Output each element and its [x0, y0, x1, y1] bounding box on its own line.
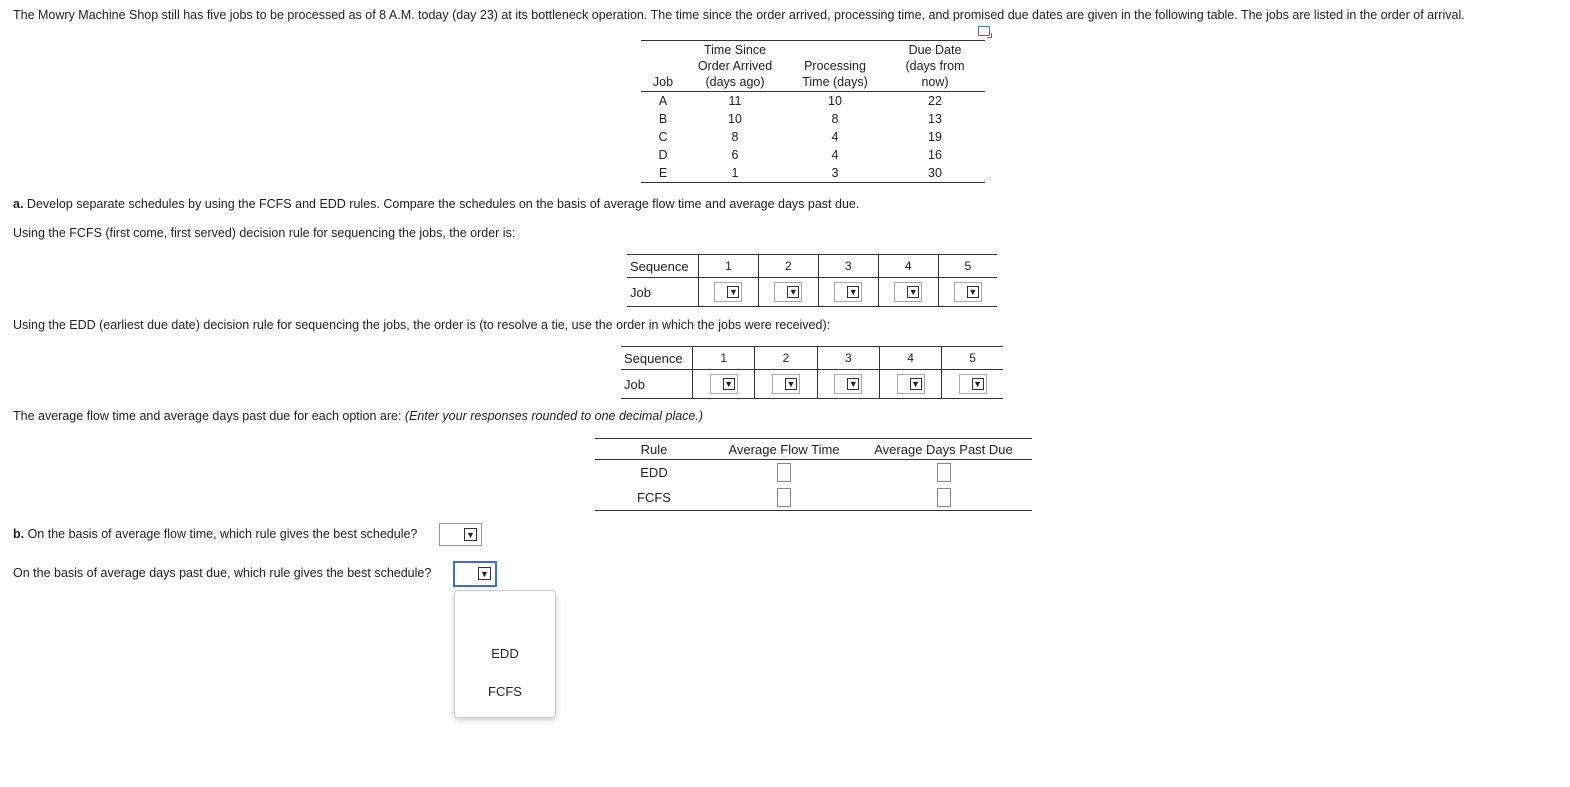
dropdown-option-edd[interactable]: EDD — [491, 646, 519, 661]
col-days-past-due-header: Average Days Past Due — [874, 441, 1013, 457]
sequence-number: 1 — [699, 255, 759, 278]
dropdown-arrow-icon: ▼ — [908, 286, 918, 297]
dropdown-arrow-icon: ▼ — [973, 378, 983, 389]
dropdown-arrow-icon: ▼ — [911, 378, 921, 389]
col-time-since-header: Time Since Order Arrived (days ago) — [697, 43, 773, 89]
fcfs-job-select-3[interactable] — [834, 282, 862, 302]
table-row — [641, 146, 985, 164]
dropdown-arrow-icon: ▼ — [724, 378, 734, 389]
sequence-label: Sequence — [630, 258, 689, 274]
time-since-cell: 6 — [731, 148, 739, 162]
table-row — [641, 164, 985, 183]
col-due-date-header: Due Date (days from now) — [905, 43, 965, 89]
jobs-data-table — [641, 40, 985, 183]
edd-job-select-2[interactable] — [772, 374, 800, 394]
time-since-cell: 1 — [731, 166, 739, 180]
edd-sequence-table — [621, 346, 1003, 399]
fcfs-prompt: Using the FCFS (first come, first served) decision rule for sequencing the jobs, the order is: — [13, 226, 516, 240]
part-b-question-1: b. On the basis of average flow time, which rule gives the best schedule? — [13, 527, 418, 541]
job-label: Job — [621, 370, 693, 399]
average-prompt: The average flow time and average days past due for each option are: (Enter your responses rounded to one decimal place.) — [13, 409, 704, 423]
processing-cell: 4 — [831, 148, 839, 162]
dropdown-arrow-icon: ▼ — [848, 378, 858, 389]
job-cell: C — [658, 130, 668, 144]
problem-intro: The Mowry Machine Shop still has five jobs to be processed as of 8 A.M. today (day 23) at its bottleneck operation. The time since the order arrived, processing time, and promised due dates are given in the following table. The jobs are listed in the order of arrival. — [13, 8, 1465, 22]
due-date-cell: 22 — [928, 94, 942, 108]
fcfs-job-select-1[interactable] — [714, 282, 742, 302]
dropdown-option-fcfs[interactable]: FCFS — [488, 684, 522, 699]
fcfs-job-select-2[interactable] — [774, 282, 802, 302]
processing-cell: 8 — [831, 112, 839, 126]
sequence-number: 5 — [938, 255, 997, 278]
edd-job-select-5[interactable] — [959, 374, 987, 394]
col-flow-time-header: Average Flow Time — [728, 441, 840, 457]
table-row — [641, 128, 985, 146]
job-cell: D — [658, 148, 668, 162]
sequence-number: 2 — [755, 347, 817, 370]
sequence-number: 3 — [817, 347, 879, 370]
col-rule-header: Rule — [640, 441, 668, 457]
table-row — [595, 485, 1032, 511]
job-label: Job — [627, 278, 699, 307]
rule-cell: FCFS — [637, 490, 671, 505]
due-date-cell: 19 — [928, 130, 942, 144]
sequence-number: 2 — [758, 255, 818, 278]
table-row — [595, 460, 1032, 486]
fcfs-job-select-4[interactable] — [894, 282, 922, 302]
fcfs-days-past-due-input[interactable] — [937, 488, 951, 507]
edd-job-select-4[interactable] — [897, 374, 925, 394]
dropdown-menu — [454, 590, 556, 718]
fcfs-sequence-table — [627, 254, 997, 307]
results-table — [595, 438, 1032, 511]
time-since-cell: 10 — [728, 112, 742, 126]
edd-prompt: Using the EDD (earliest due date) decision rule for sequencing the jobs, the order is (to resolve a tie, use the order in which the jobs were received): — [13, 318, 831, 332]
time-since-cell: 11 — [728, 94, 742, 108]
dropdown-arrow-icon: ▼ — [968, 286, 978, 297]
job-cell: E — [658, 166, 668, 180]
col-processing-header: Processing Time (days) — [802, 59, 868, 89]
part-a-instructions: a. Develop separate schedules by using the FCFS and EDD rules. Compare the schedules on the basis of average flow time and average days past due. — [13, 197, 860, 211]
copy-table-icon[interactable] — [978, 26, 990, 36]
table-row — [641, 92, 985, 111]
best-flow-time-select[interactable] — [439, 523, 482, 546]
sequence-number: 4 — [879, 347, 941, 370]
processing-cell: 4 — [831, 130, 839, 144]
job-cell: B — [658, 112, 668, 126]
edd-job-select-3[interactable] — [834, 374, 862, 394]
fcfs-job-select-5[interactable] — [954, 282, 982, 302]
part-b-question-2: On the basis of average days past due, which rule gives the best schedule? — [13, 566, 432, 580]
fcfs-flow-time-input[interactable] — [777, 488, 791, 507]
due-date-cell: 16 — [928, 148, 942, 162]
processing-cell: 3 — [831, 166, 839, 180]
dropdown-arrow-icon: ▼ — [848, 286, 858, 297]
sequence-number: 5 — [942, 347, 1003, 370]
dropdown-arrow-icon: ▼ — [728, 286, 738, 297]
sequence-number: 4 — [878, 255, 938, 278]
due-date-cell: 13 — [928, 112, 942, 126]
sequence-number: 3 — [818, 255, 878, 278]
edd-job-select-1[interactable] — [710, 374, 738, 394]
best-days-past-due-select[interactable] — [453, 561, 497, 587]
dropdown-arrow-icon: ▼ — [478, 567, 491, 580]
sequence-label: Sequence — [624, 350, 683, 366]
processing-cell: 10 — [828, 94, 842, 108]
rule-cell: EDD — [640, 465, 668, 480]
dropdown-arrow-icon: ▼ — [788, 286, 798, 297]
job-cell: A — [658, 94, 668, 108]
edd-flow-time-input[interactable] — [777, 463, 791, 482]
edd-days-past-due-input[interactable] — [937, 463, 951, 482]
due-date-cell: 30 — [928, 166, 942, 180]
table-row — [641, 110, 985, 128]
dropdown-arrow-icon: ▼ — [786, 378, 796, 389]
dropdown-arrow-icon: ▼ — [464, 528, 477, 541]
sequence-number: 1 — [693, 347, 755, 370]
col-job-header: Job — [652, 75, 674, 89]
time-since-cell: 8 — [731, 130, 739, 144]
